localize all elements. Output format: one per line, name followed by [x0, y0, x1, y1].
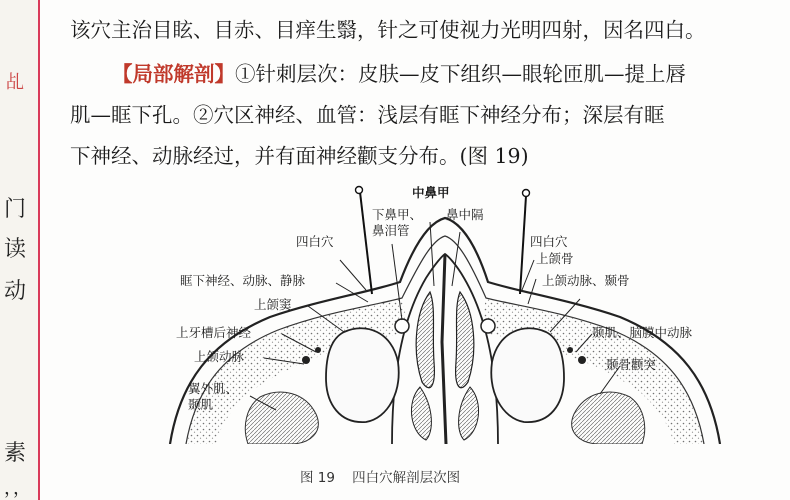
label-posterior-alveolar-nerve: 上牙槽后神经: [176, 325, 252, 340]
label-middle-turbinate: 中鼻甲: [412, 185, 450, 200]
paragraph-line: 该穴主治目眩、目赤、目痒生翳，针之可使视力光明四射，因名四白。: [70, 18, 706, 42]
label-inferior-turbinate: 下鼻甲、: [372, 207, 423, 222]
label-sibai-point-left: 四白穴: [296, 234, 334, 249]
label-temporal-left: 颞肌: [188, 397, 214, 412]
paragraph-line: [112, 56, 790, 92]
left-fragment: ，，: [4, 478, 31, 499]
label-maxillary-sinus: 上颌窦: [254, 297, 292, 312]
label-maxilla: 上颌骨: [536, 251, 574, 266]
label-infraorbital-nerve: 眶下神经、动脉、静脉: [180, 273, 306, 288]
left-fragment: 读: [4, 237, 27, 262]
left-fragment: 乩: [6, 72, 24, 93]
label-pterygoid: 翼外肌、: [188, 381, 239, 396]
previous-page-edge: [0, 0, 38, 500]
label-temporal-muscle: 颞肌、脑膜中动脉: [592, 325, 693, 340]
book-page: [40, 0, 790, 500]
label-maxillary-artery-left: 上颌动脉: [194, 349, 245, 364]
left-fragment: 动: [4, 279, 27, 304]
label-sibai-point-right: 四白穴: [530, 234, 568, 249]
label-maxillary-artery-right: 上颌动脉、颞骨: [542, 273, 630, 288]
label-nasal-septum: 鼻中隔: [446, 207, 484, 222]
left-fragment: 素: [4, 441, 27, 466]
paragraph-text: ①针刺层次：皮肤—皮下组织—眼轮匝肌—提上唇: [235, 62, 686, 86]
section-heading: 【局部解剖】: [112, 62, 235, 86]
label-zygomatic-process: 颞骨颧突: [606, 357, 657, 372]
figure-caption: 图 19 四白穴解剖层次图: [300, 470, 461, 486]
label-nasolacrimal-duct: 鼻泪管: [372, 223, 410, 238]
anatomy-cross-section-drawing: [130, 182, 760, 444]
anatomy-figure: [130, 182, 760, 444]
left-fragment: 门: [4, 197, 27, 222]
paragraph-line: 下神经、动脉经过，并有面神经颧支分布。(图 19): [70, 144, 529, 168]
paragraph-line: 肌—眶下孔。②穴区神经、血管：浅层有眶下神经分布；深层有眶: [70, 103, 665, 127]
